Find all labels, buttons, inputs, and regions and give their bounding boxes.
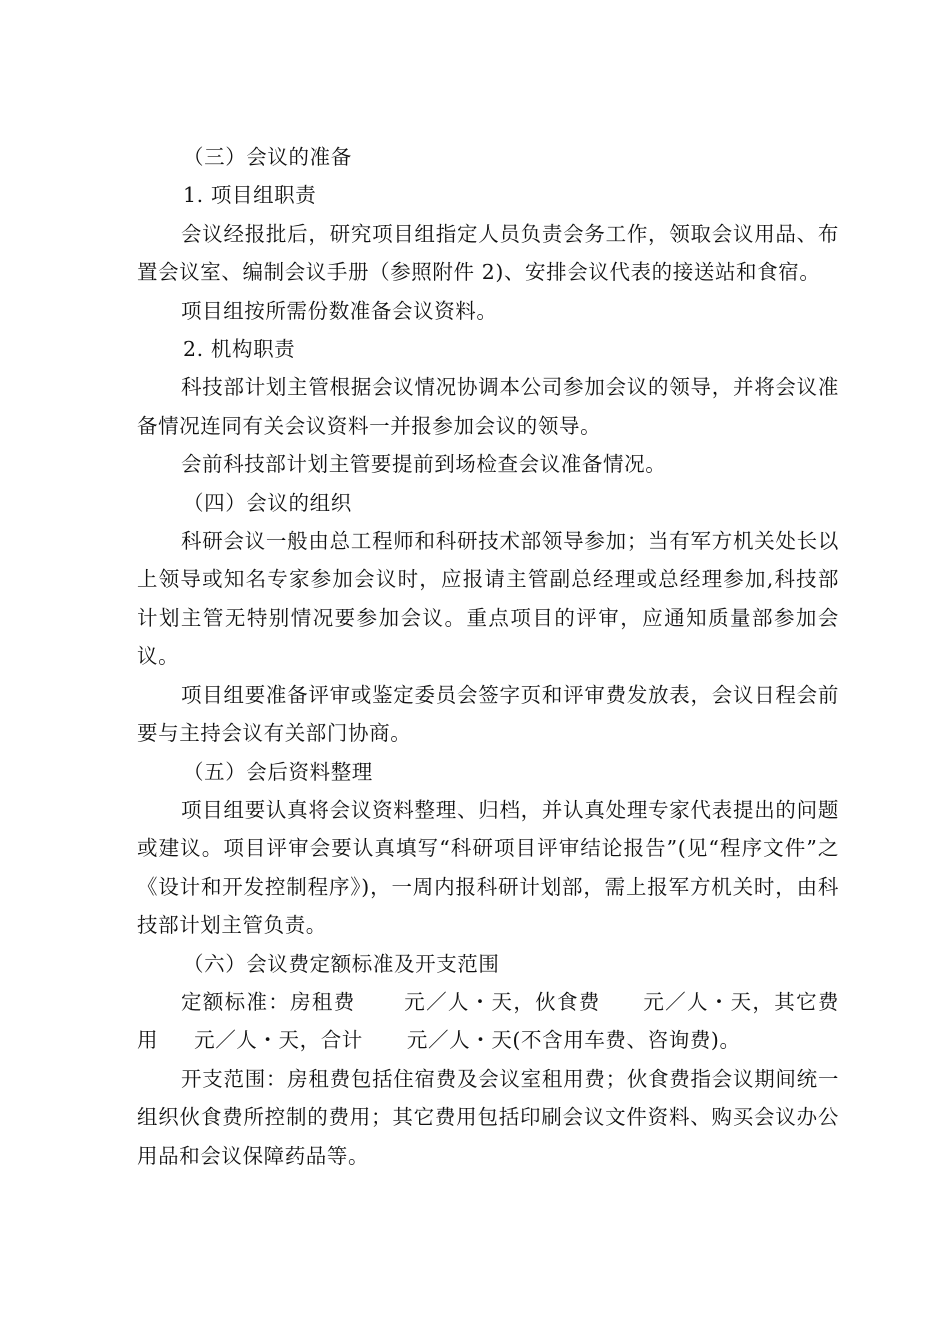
quota-text: 元／人・天，其它费用 <box>137 989 839 1053</box>
paragraph: 开支范围：房租费包括住宿费及会议室租用费；伙食费指会议期间统一组织伙食费所控制的费用；其它费用包括印刷会议文件资料、购买会议办公用品和会议保障药品等。 <box>137 1066 839 1168</box>
item-title-2: 2. 机构职责 <box>183 337 296 362</box>
item-title-1: 1. 项目组职责 <box>183 183 317 208</box>
paragraph: 项目组要认真将会议资料整理、归档，并认真处理专家代表提出的问题或建议。项目评审会要认真填写“科研项目评审结论报告”(见“程序文件”之《设计和开发控制程序》)，一周内报科研计划部，需上报军方机关时，由科技部计划主管负责。 <box>137 797 839 938</box>
paragraph: 项目组要准备评审或鉴定委员会签字页和评审费发放表，会议日程会前要与主持会议有关部门协商。 <box>137 682 839 746</box>
quota-text: 元／人・天(不含用车费、咨询费)。 <box>406 1028 741 1053</box>
paragraph: 科研会议一般由总工程师和科研技术部领导参加；当有军方机关处长以上领导或知名专家参加会议时，应报请主管副总经理或总经理参加,科技部计划主管无特别情况要参加会议。重点项目的评审，应通知质量部参加会议。 <box>137 529 839 669</box>
document-body <box>137 138 839 1175</box>
quota-paragraph <box>137 983 839 1060</box>
section-heading-4: （四）会议的组织 <box>183 490 352 515</box>
paragraph: 会议经报批后，研究项目组指定人员负责会务工作，领取会议用品、布置会议室、编制会议手册（参照附件 2)、安排会议代表的接送站和食宿。 <box>137 221 839 285</box>
paragraph: 会前科技部计划主管要提前到场检查会议准备情况。 <box>181 452 667 477</box>
paragraph: 项目组按所需份数准备会议资料。 <box>181 298 498 323</box>
quota-text: 元／人・天，合计 <box>194 1028 363 1053</box>
section-heading-3: （三）会议的准备 <box>183 145 352 169</box>
quota-text: 元／人・天，伙食费 <box>403 989 601 1014</box>
section-heading-6: （六）会议费定额标准及开支范围 <box>183 951 500 976</box>
section-heading-5: （五）会后资料整理 <box>183 759 373 784</box>
quota-text: 定额标准：房租费 <box>181 989 356 1014</box>
paragraph: 科技部计划主管根据会议情况协调本公司参加会议的领导，并将会议准备情况连同有关会议资料一并报参加会议的领导。 <box>137 375 839 438</box>
